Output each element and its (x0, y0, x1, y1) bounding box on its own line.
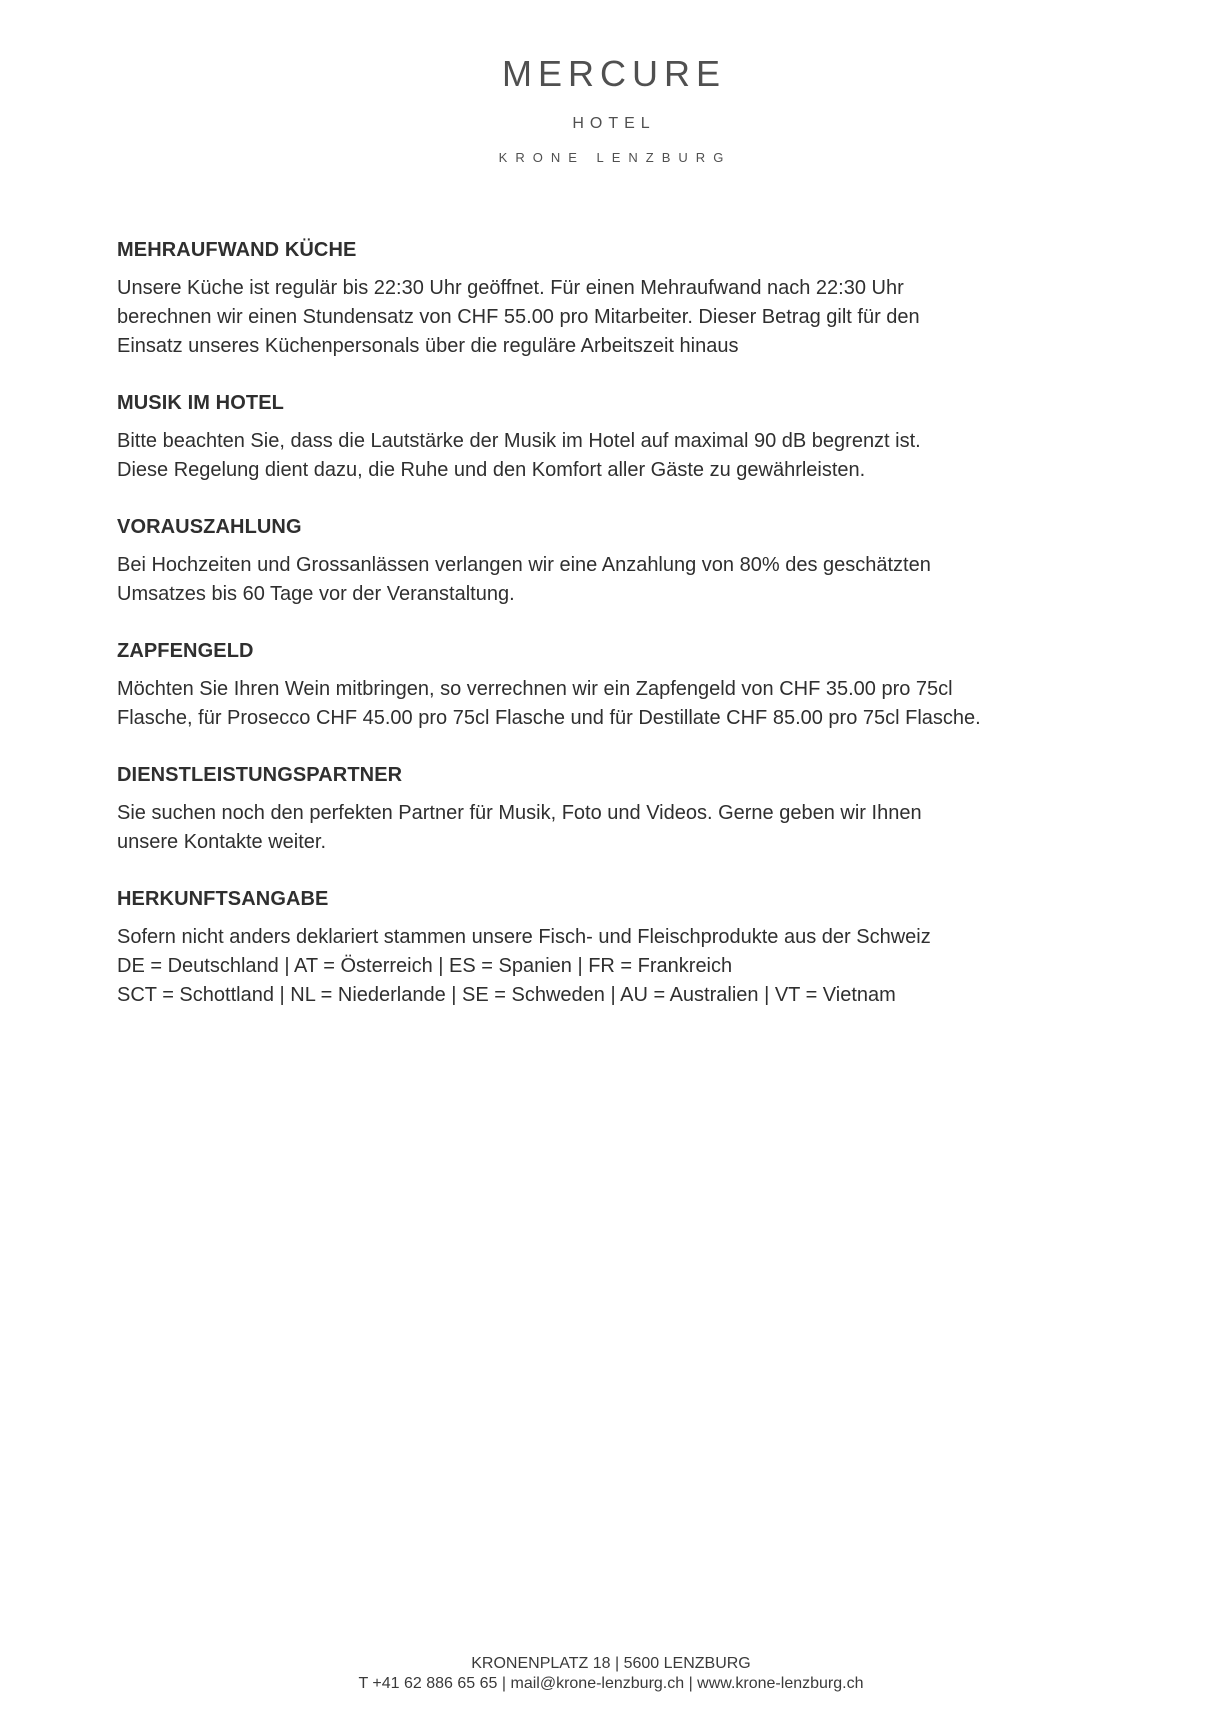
footer-contact: T +41 62 886 65 65 | mail@krone-lenzburg.ch | www.krone-lenzburg.ch (358, 1675, 864, 1692)
section-text-line: unsere Kontakte weiter. (117, 831, 327, 853)
section-heading: MEHRAUFWAND KÜCHE (117, 239, 357, 261)
section-mehraufwand-kueche (117, 237, 1117, 361)
section-text-line: Bei Hochzeiten und Grossanlässen verlangen wir eine Anzahlung von 80% des geschätzten (117, 554, 931, 576)
logo-brand: MERCURE (501, 53, 726, 94)
section-text-line: Unsere Küche ist regulär bis 22:30 Uhr geöffnet. Für einen Mehraufwand nach 22:30 Uhr (117, 277, 904, 299)
section-herkunftsangabe (117, 886, 1117, 1010)
document-body (117, 237, 1117, 1039)
section-text-line: Sofern nicht anders deklariert stammen unsere Fisch- und Fleischprodukte aus der Schweiz (117, 926, 931, 948)
section-text-line: Sie suchen noch den perfekten Partner für Musik, Foto und Videos. Gerne geben wir Ihnen (117, 802, 922, 824)
section-zapfengeld (117, 638, 1117, 733)
footer-address: KRONENPLATZ 18 | 5600 LENZBURG (471, 1655, 751, 1672)
section-heading: DIENSTLEISTUNGSPARTNER (117, 764, 403, 786)
section-text-line: SCT = Schottland | NL = Niederlande | SE = Schweden | AU = Australien | VT = Vietnam (117, 984, 896, 1006)
hotel-logo (0, 52, 1222, 166)
section-heading: HERKUNFTSANGABE (117, 888, 329, 910)
section-heading: ZAPFENGELD (117, 640, 254, 662)
section-text-line: Bitte beachten Sie, dass die Lautstärke der Musik im Hotel auf maximal 90 dB begrenzt ist. (117, 430, 921, 452)
section-text-line: Umsatzes bis 60 Tage vor der Veranstaltung. (117, 583, 515, 605)
section-text-line: Möchten Sie Ihren Wein mitbringen, so verrechnen wir ein Zapfengeld von CHF 35.00 pro 75cl (117, 678, 953, 700)
section-text-line: Flasche, für Prosecco CHF 45.00 pro 75cl Flasche und für Destillate CHF 85.00 pro 75cl Flasche. (117, 707, 981, 729)
section-musik-im-hotel (117, 390, 1117, 485)
section-heading: VORAUSZAHLUNG (117, 516, 302, 538)
section-text-line: Diese Regelung dient dazu, die Ruhe und den Komfort aller Gäste zu gewährleisten. (117, 459, 866, 481)
section-text-line: Einsatz unseres Küchenpersonals über die reguläre Arbeitszeit hinaus (117, 335, 739, 357)
section-text-line: DE = Deutschland | AT = Österreich | ES = Spanien | FR = Frankreich (117, 955, 733, 977)
section-dienstleistungspartner (117, 762, 1117, 857)
page-footer (0, 1654, 1222, 1694)
section-heading: MUSIK IM HOTEL (117, 392, 284, 414)
logo-subbrand: HOTEL (572, 115, 656, 132)
logo-location: KRONE LENZBURG (498, 150, 732, 165)
section-vorauszahlung (117, 514, 1117, 609)
section-text-line: berechnen wir einen Stundensatz von CHF 55.00 pro Mitarbeiter. Dieser Betrag gilt für den (117, 306, 920, 328)
